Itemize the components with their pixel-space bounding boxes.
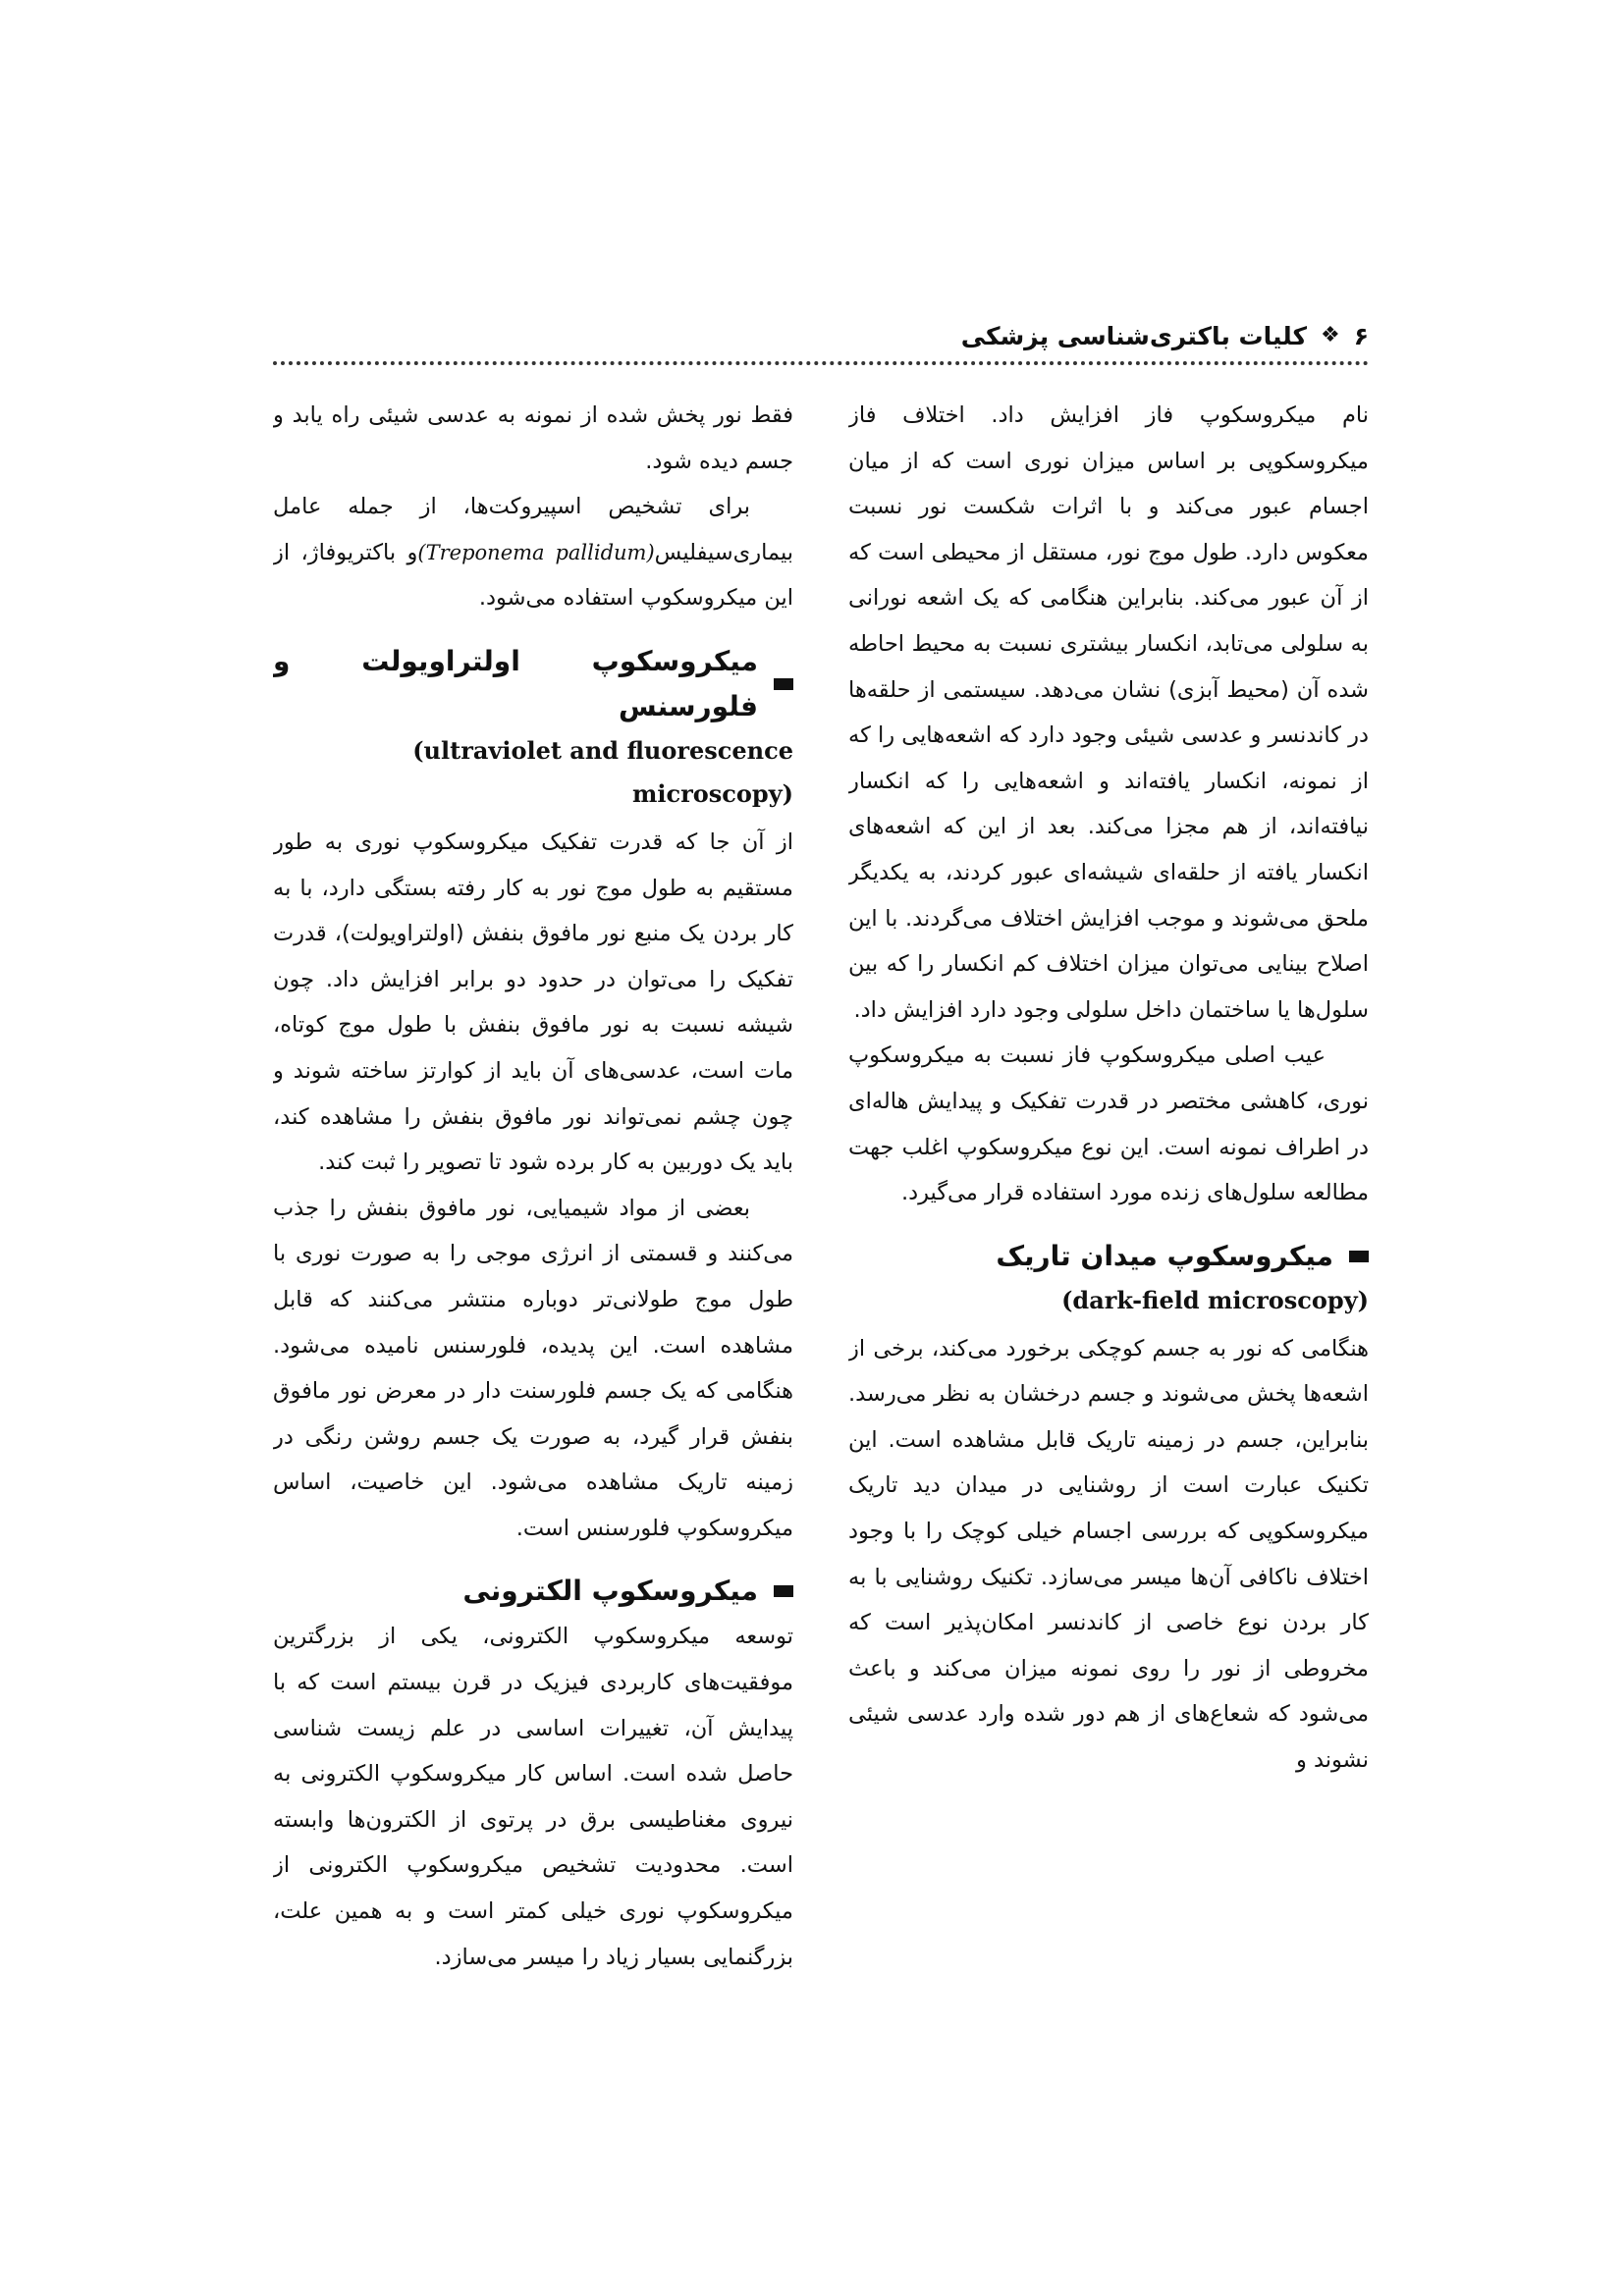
heading-ultraviolet [273, 639, 793, 729]
square-bullet-icon [774, 678, 793, 690]
heading-dark-field-en: (dark-field microscopy) [1061, 1285, 1369, 1314]
diamond-icon: ❖ [1321, 323, 1340, 347]
left-column [273, 393, 793, 2002]
paragraph-phase-drawback: عیب اصلی میکروسکوپ فاز نسبت به میکروسکوپ نوری، کاهشی مختصر در قدرت تفکیک و پیدایش هاله‌ای در اطراف نمونه است. این نوع میکروسکوپ اغلب جهت مطالعه سلول‌های زنده مورد استفاده قرار می‌گیرد. [848, 1042, 1369, 1206]
page-header [273, 312, 1369, 359]
paragraph-electron: توسعه میکروسکوپ الکترونی، یکی از بزرگترین موفقیت‌های کاربردی فیزیک در قرن بیستم است که با پیدایش آن، تغییرات اساسی در علم زیست شناسی حاصل شده است. اساس کار میکروسکوپ الکترونی به نیروی مغناطیسی برق در پرتوی از الکترون‌ها وابسته است. محدودیت تشخیص میکروسکوپ الکترونی از میکروسکوپ نوری خیلی کمتر است و به همین علت، بزرگنمایی بسیار زیاد را میسر می‌سازد. [273, 1624, 793, 1970]
paragraph-dark-field-continued: فقط نور پخش شده از نمونه به عدسی شیئی راه یابد و جسم دیده شود. [273, 402, 793, 474]
paragraph-spirochetes [273, 484, 793, 621]
heading-ultraviolet-fa: میکروسکوپ اولتراویولت و فلورسنس [273, 644, 758, 722]
square-bullet-icon [1349, 1251, 1369, 1262]
book-title: کلیات باکتری‌شناسی پزشکی [960, 321, 1307, 350]
spirochetes-text-start: برای تشخیص اسپیروکت‌ها، از جمله عامل بیماری‌سیفلیس [273, 494, 793, 565]
page-number: ۶ [1353, 321, 1369, 350]
paragraph-ultraviolet: از آن جا که قدرت تفکیک میکروسکوپ نوری به طور مستقیم به طول موج نور به کار رفته بستگی دارد، با به کار بردن یک منبع نور مافوق بنفش (اولتراویولت)، قدرت تفکیک را می‌توان در حدود دو برابر افزایش داد. چون شیشه نسبت به نور مافوق بنفش با طول موج کوتاه، مات است، عدسی‌های آن باید از کوارتز ساخته شوند و چون چشم نمی‌تواند نور مافوق بنفش را مشاهده کند، باید یک دوربین به کار برده شود تا تصویر را ثبت کند. [273, 828, 793, 1176]
heading-dark-field-fa: میکروسکوپ میدان تاریک [996, 1239, 1333, 1272]
square-bullet-icon [774, 1585, 793, 1597]
heading-electron-fa: میکروسکوپ الکترونی [462, 1575, 758, 1608]
heading-electron [273, 1569, 793, 1614]
heading-ultraviolet-en: (ultraviolet and fluorescence microscopy) [412, 735, 793, 808]
paragraph-dark-field: هنگامی که نور به جسم کوچکی برخورد می‌کند، برخی از اشعه‌ها پخش می‌شوند و جسم درخشان به نظر می‌رسد. بنابراین، جسم در زمینه تاریک قابل مشاهده است. این تکنیک عبارت است از روشنایی در میدان دید تاریک میکروسکوپی که بررسی اجسام خیلی کوچک را با وجود اختلاف ناکافی آن‌ها میسر می‌سازد. تکنیک روشنایی با به کار بردن نوع خاصی از کاندنسر امکان‌پذیر است که مخروطی از نور را روی نمونه میزان می‌کند و باعث می‌شود که شعاع‌های از هم دور شده وارد عدسی شیئی نشوند و [848, 1335, 1369, 1774]
header-divider [273, 361, 1369, 365]
right-column [848, 393, 1369, 2002]
heading-dark-field [848, 1234, 1369, 1279]
paragraph-phase-contrast: نام میکروسکوپ فاز افزایش داد. اختلاف فاز میکروسکوپی بر اساس میزان نوری است که از میان اجسام عبور می‌کند و با اثرات شکست نور نسبت معکوس دارد. طول موج نور، مستقل از محیطی است که از آن عبور می‌کند. بنابراین هنگامی که یک اشعه نورانی به سلولی می‌تابد، انکسار بیشتری نسبت به محیط احاطه شده آن (محیط آبزی) نشان می‌دهد. سیستمی از حلقه‌ها در کاندنسر و عدسی شیئی وجود دارد که اشعه‌هایی را که از نمونه، انکسار یافته‌اند و اشعه‌هایی را که انکسار نیافته‌اند، از هم مجزا می‌کند. بعد از این که اشعه‌های انکسار یافته از حلقه‌ای شیشه‌ای عبور کردند، به یکدیگر ملحق می‌شوند و موجب افزایش اختلاف می‌گردند. با این اصلاح بینایی می‌توان میزان اختلاف کم انکسار را که بین سلول‌ها یا ساختمان داخل سلولی وجود دارد افزایش داد. [848, 402, 1369, 1023]
paragraph-fluorescence: بعضی از مواد شیمیایی، نور مافوق بنفش را جذب می‌کنند و قسمتی از انرژی موجی را به صورت نوری با طول موج طولانی‌تر دوباره منتشر می‌کنند که قابل مشاهده است. این پدیده، فلورسنس نامیده می‌شود. هنگامی که یک جسم فلورسنت دار در معرض نور مافوق بنفش قرار گیرد، به صورت یک جسم روشن رنگی در زمینه تاریک مشاهده می‌شود. این خاصیت، اساس میکروسکوپ فلورسنس است. [273, 1195, 793, 1541]
latin-term-treponema: (Treponema pallidum) [417, 540, 655, 564]
spirochetes-text-end: و باکتریوفاژ، از این میکروسکوپ استفاده می‌شود. [273, 539, 793, 612]
